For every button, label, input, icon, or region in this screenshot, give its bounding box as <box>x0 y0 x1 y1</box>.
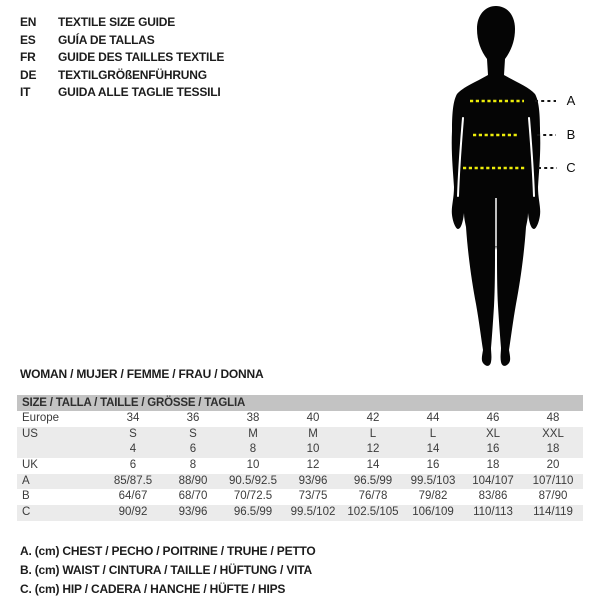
table-cell: 114/119 <box>533 506 573 519</box>
table-cell: 110/113 <box>473 506 513 519</box>
table-cell: 14 <box>366 459 380 472</box>
size-table-header: SIZE / TALLA / TAILLE / GRÖSSE / TAGLIA <box>17 395 583 411</box>
table-row <box>17 489 583 505</box>
size-figure <box>425 0 600 372</box>
table-cell: S <box>129 427 137 440</box>
table-cell: 99.5/103 <box>410 474 456 487</box>
language-code: ES <box>20 32 36 47</box>
table-cell: 12 <box>366 443 380 456</box>
table-cell: 106/109 <box>412 506 454 519</box>
table-cell: XL <box>485 427 501 440</box>
language-row <box>20 14 224 32</box>
table-cell: 18 <box>546 443 560 456</box>
language-code: IT <box>20 85 31 99</box>
marker-label-chest: A <box>566 93 576 108</box>
table-cell: 8 <box>189 459 197 472</box>
table-cell: 87/90 <box>538 490 568 503</box>
table-cell: 46 <box>486 412 500 424</box>
table-row-label: B <box>22 490 30 503</box>
size-table-body <box>17 411 583 521</box>
size-table <box>17 395 583 521</box>
language-title-block <box>20 14 224 102</box>
legend-line: C. (cm) HIP / CADERA / HANCHE / HÜFTE / HIPS <box>20 582 286 596</box>
table-row <box>17 411 583 427</box>
table-cell: 102.5/105 <box>347 506 399 519</box>
table-cell: 38 <box>246 412 260 424</box>
language-row <box>20 32 224 50</box>
language-title: GUIDE DES TAILLES TEXTILE <box>58 50 225 64</box>
table-cell: 10 <box>306 443 320 456</box>
section-title: WOMAN / MUJER / FEMME / FRAU / DONNA <box>20 367 264 381</box>
table-row-label <box>17 442 103 458</box>
table-row <box>17 505 583 521</box>
table-cell: 42 <box>366 412 380 424</box>
table-cell: 48 <box>546 412 560 424</box>
language-code: FR <box>20 50 36 64</box>
legend-line: B. (cm) WAIST / CINTURA / TAILLE / HÜFTUNG / VITA <box>20 563 312 577</box>
table-row-label: US <box>22 427 38 440</box>
table-cell: 8 <box>249 443 257 456</box>
language-title: TEXTILGRÖßENFÜHRUNG <box>58 67 207 82</box>
table-row <box>17 458 583 474</box>
table-cell: 90.5/92.5 <box>229 474 277 487</box>
marker-label-waist: B <box>566 127 576 142</box>
legend-line: A. (cm) CHEST / PECHO / POITRINE / TRUHE / PETTO <box>20 544 316 558</box>
table-cell: 104/107 <box>472 474 514 487</box>
table-cell: 10 <box>246 459 260 472</box>
table-cell: M <box>248 427 258 440</box>
table-row-label: UK <box>22 459 38 472</box>
table-cell: 12 <box>306 459 320 472</box>
silhouette-path <box>452 6 541 366</box>
table-cell: 6 <box>129 459 137 472</box>
table-cell: 18 <box>486 459 500 472</box>
table-cell: 4 <box>129 443 137 456</box>
table-cell: 93/96 <box>298 474 328 487</box>
table-cell: 83/86 <box>478 490 508 503</box>
table-cell: 79/82 <box>418 490 448 503</box>
table-row-label: C <box>22 506 31 519</box>
language-row <box>20 49 224 67</box>
table-row-label: Europe <box>22 412 60 424</box>
table-cell: 96.5/99 <box>353 474 393 487</box>
table-cell: XXL <box>542 427 564 440</box>
table-row <box>17 442 583 458</box>
table-cell: 88/90 <box>178 474 208 487</box>
table-cell: 68/70 <box>178 490 208 503</box>
table-cell: L <box>429 427 437 440</box>
measure-legend <box>20 542 316 599</box>
table-cell: 70/72.5 <box>233 490 273 503</box>
table-cell: 96.5/99 <box>233 506 273 519</box>
language-row <box>20 67 224 85</box>
language-code: DE <box>20 67 37 82</box>
table-cell: 85/87.5 <box>113 474 153 487</box>
language-title: TEXTILE SIZE GUIDE <box>58 15 176 29</box>
table-cell: 14 <box>426 443 440 456</box>
marker-label-hip: C <box>566 160 576 175</box>
table-cell: 36 <box>186 412 200 424</box>
language-title: GUÍA DE TALLAS <box>58 32 155 47</box>
table-cell: L <box>369 427 377 440</box>
table-cell: 93/96 <box>178 506 208 519</box>
table-cell: 64/67 <box>118 490 148 503</box>
language-row <box>20 84 224 102</box>
language-title: GUIDA ALLE TAGLIE TESSILI <box>58 85 221 99</box>
table-cell: 76/78 <box>358 490 388 503</box>
table-cell: 107/110 <box>532 474 574 487</box>
table-row-label: A <box>22 474 30 487</box>
table-cell: S <box>189 427 197 440</box>
table-row <box>17 474 583 490</box>
table-cell: 16 <box>426 459 440 472</box>
table-cell: 6 <box>189 443 197 456</box>
table-cell: M <box>308 427 318 440</box>
table-cell: 90/92 <box>118 506 148 519</box>
table-row <box>17 427 583 443</box>
table-cell: 34 <box>126 412 140 424</box>
table-cell: 44 <box>426 412 440 424</box>
woman-silhouette-figure <box>425 0 575 370</box>
table-cell: 99.5/102 <box>290 506 336 519</box>
table-cell: 16 <box>486 443 500 456</box>
language-code: EN <box>20 15 37 29</box>
table-cell: 20 <box>546 459 560 472</box>
table-cell: 40 <box>306 412 320 424</box>
table-cell: 73/75 <box>298 490 328 503</box>
